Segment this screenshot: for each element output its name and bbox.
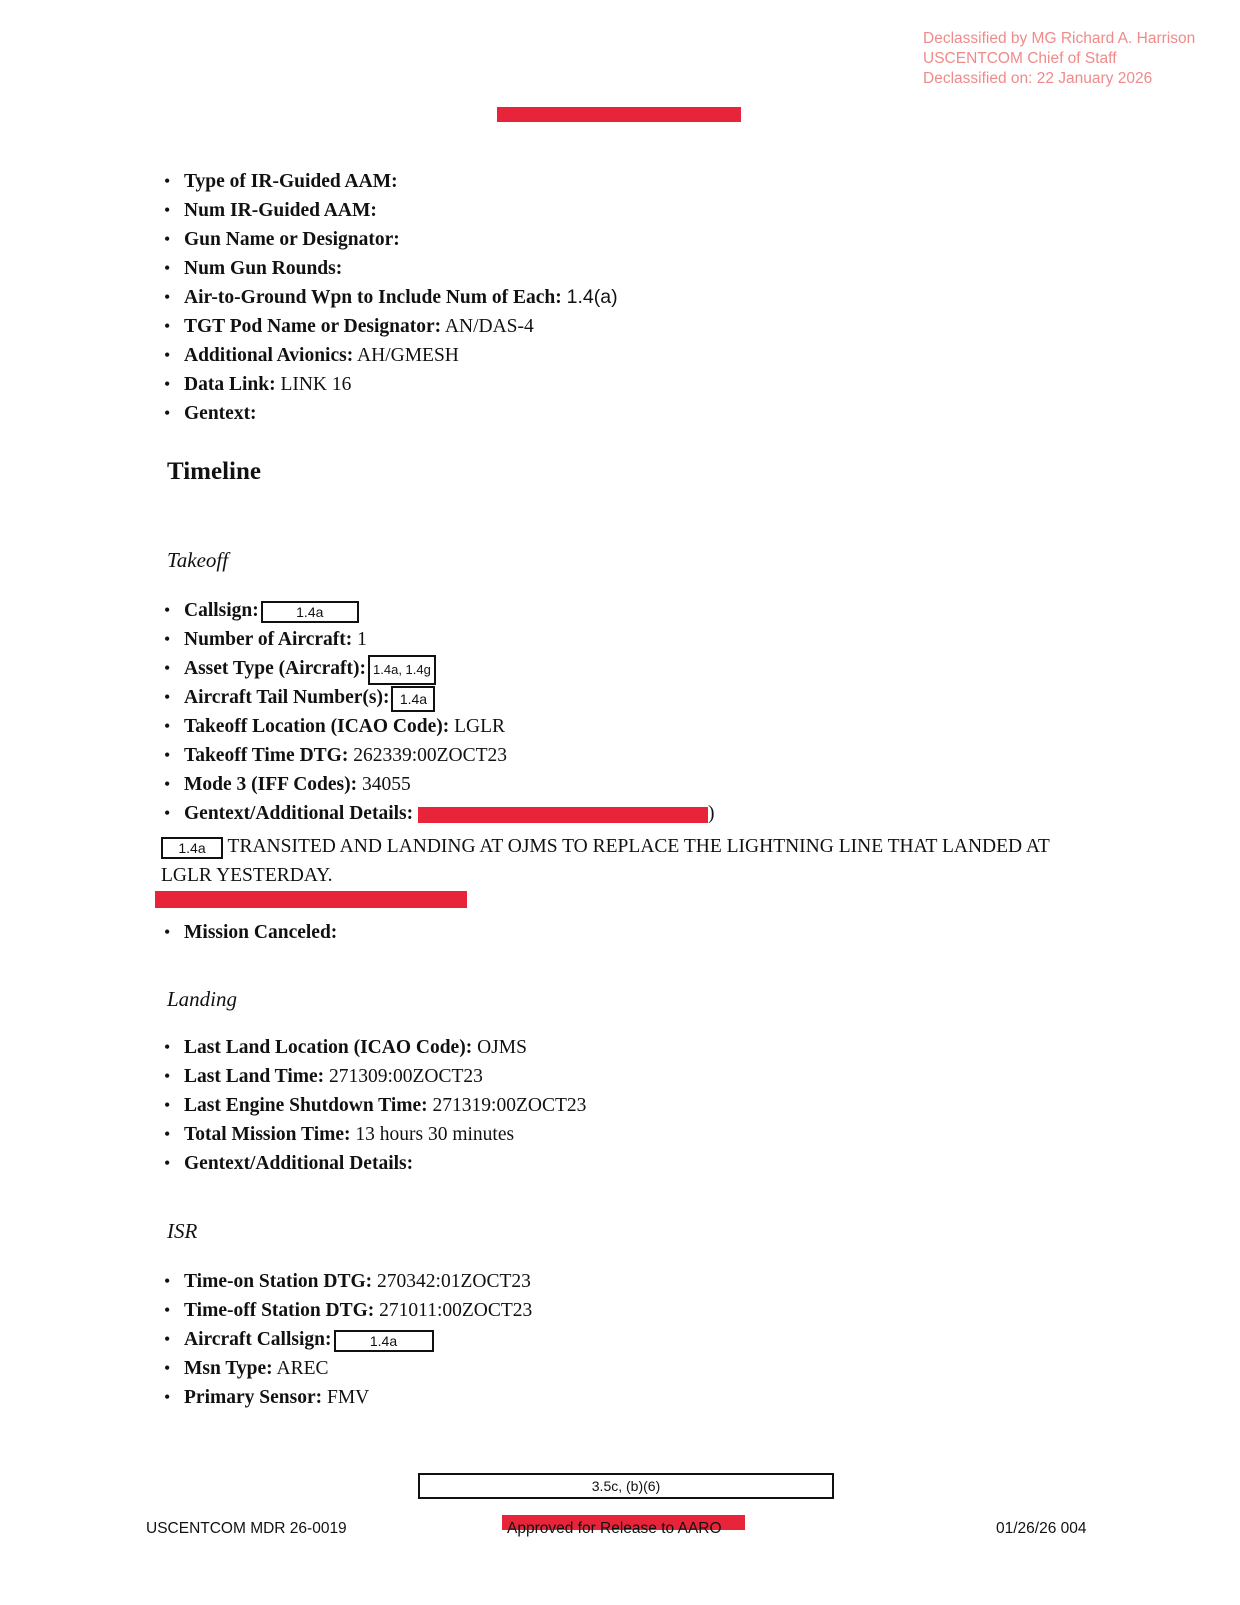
list-item: • Gentext/Additional Details: ) [164, 799, 715, 828]
declassification-stamp [923, 29, 1195, 89]
footer-right: 01/26/26 004 [996, 1520, 1087, 1537]
list-item: • Last Engine Shutdown Time: 271319:00ZOCT23 [164, 1091, 586, 1120]
list-item: • Last Land Location (ICAO Code): OJMS [164, 1033, 586, 1062]
list-item: • Gun Name or Designator: [164, 225, 618, 254]
list-item: • Aircraft Tail Number(s): 1.4a [164, 683, 715, 712]
exemption-redaction-box: 3.5c, (b)(6) [418, 1473, 834, 1499]
mission-canceled-list [164, 918, 337, 947]
landing-list [164, 1033, 586, 1178]
gentext-redaction-bar [418, 807, 708, 823]
list-item: • Gentext/Additional Details: [164, 1149, 586, 1178]
list-item: • Total Mission Time: 13 hours 30 minutes [164, 1120, 586, 1149]
footer-center: Approved for Release to AARO [507, 1520, 722, 1537]
list-item: • Takeoff Location (ICAO Code): LGLR [164, 712, 715, 741]
list-item: • Takeoff Time DTG: 262339:00ZOCT23 [164, 741, 715, 770]
list-item: • Number of Aircraft: 1 [164, 625, 715, 654]
list-item: • Primary Sensor: FMV [164, 1383, 532, 1412]
timeline-heading: Timeline [167, 458, 261, 485]
list-item: • Time-off Station DTG: 271011:00ZOCT23 [164, 1296, 532, 1325]
list-item: • Air-to-Ground Wpn to Include Num of Each: 1.4(a) [164, 283, 618, 312]
redaction-box: 1.4a, 1.4g [368, 655, 436, 685]
list-item: • Type of IR-Guided AAM: [164, 167, 618, 196]
list-item: • Num IR-Guided AAM: [164, 196, 618, 225]
gentext-paragraph-text: TRANSITED AND LANDING AT OJMS TO REPLACE THE LIGHTNING LINE THAT LANDED AT LGLR YESTERDAY. [161, 836, 1050, 886]
redaction-box: 1.4a [334, 1330, 434, 1352]
takeoff-heading: Takeoff [167, 548, 229, 572]
redaction-box: 1.4a [261, 601, 359, 623]
footer-left: USCENTCOM MDR 26-0019 [146, 1520, 347, 1537]
takeoff-list [164, 596, 715, 828]
stamp-line-3: Declassified on: 22 January 2026 [923, 70, 1153, 87]
list-item: • Data Link: LINK 16 [164, 370, 618, 399]
stamp-line-2: USCENTCOM Chief of Staff [923, 50, 1117, 67]
list-item: • Gentext: [164, 399, 618, 428]
list-item: • Callsign: 1.4a [164, 596, 715, 625]
paragraph-redaction-bar [155, 891, 467, 908]
gentext-paragraph [161, 832, 1081, 890]
list-item: • Asset Type (Aircraft): 1.4a, 1.4g [164, 654, 715, 683]
header-redaction-bar [497, 107, 741, 122]
list-item: • Num Gun Rounds: [164, 254, 618, 283]
weapons-list [164, 167, 618, 428]
list-item: • Msn Type: AREC [164, 1354, 532, 1383]
list-item: • Mode 3 (IFF Codes): 34055 [164, 770, 715, 799]
isr-list [164, 1267, 532, 1412]
landing-heading: Landing [167, 987, 238, 1011]
list-item: • Last Land Time: 271309:00ZOCT23 [164, 1062, 586, 1091]
redaction-box: 1.4a [391, 686, 435, 712]
list-item: • Aircraft Callsign: 1.4a [164, 1325, 532, 1354]
stamp-line-1: Declassified by MG Richard A. Harrison [923, 30, 1196, 47]
list-item: • TGT Pod Name or Designator: AN/DAS-4 [164, 312, 618, 341]
list-item: • Mission Canceled: [164, 918, 337, 947]
redaction-box: 1.4a [161, 837, 223, 859]
list-item: • Additional Avionics: AH/GMESH [164, 341, 618, 370]
list-item: • Time-on Station DTG: 270342:01ZOCT23 [164, 1267, 532, 1296]
isr-heading: ISR [167, 1219, 198, 1243]
